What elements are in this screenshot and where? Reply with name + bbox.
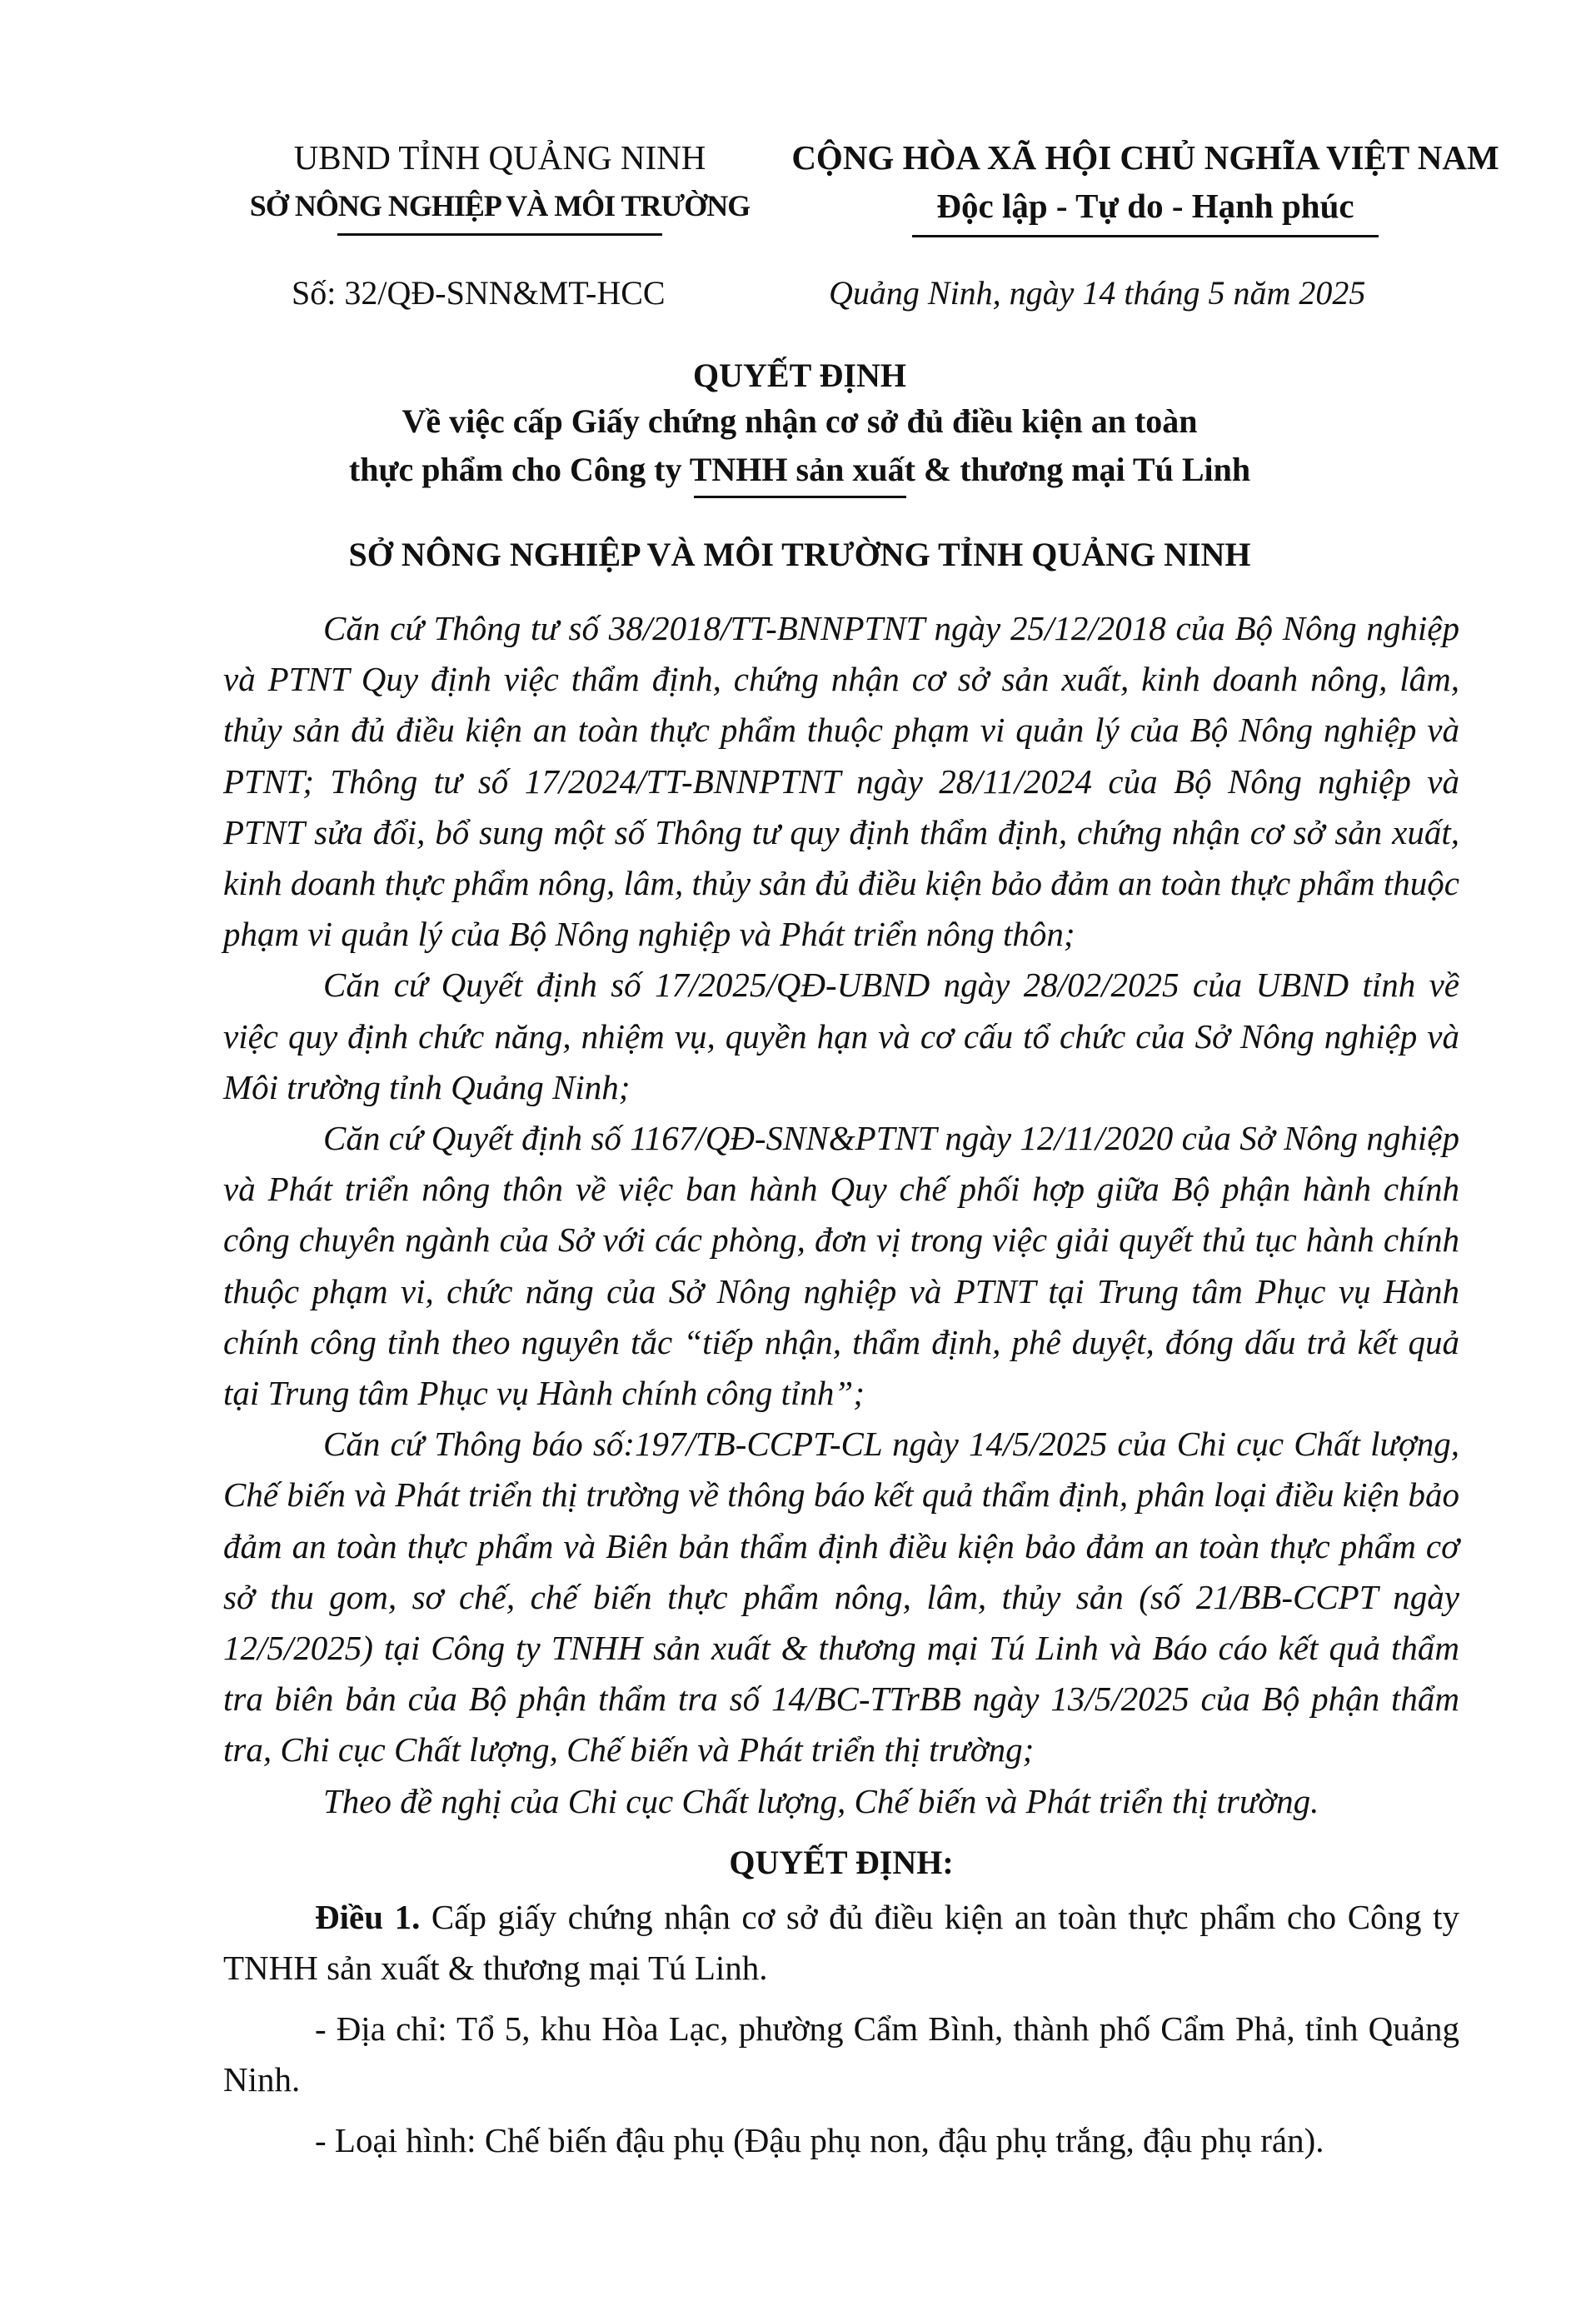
article-1-address: - Địa chỉ: Tổ 5, khu Hòa Lạc, phường Cẩm Bình, thành phố Cẩm Phả, tỉnh Quảng Ninh. [223, 2009, 1459, 2099]
province-committee: UBND TỈNH QUẢNG NINH [293, 138, 706, 177]
department-name: SỞ NÔNG NGHIỆP VÀ MÔI TRƯỜNG [249, 189, 751, 222]
motto-underline [912, 235, 1379, 237]
motto: Độc lập - Tự do - Hạnh phúc [936, 187, 1354, 225]
decision-subject-line1: Về việc cấp Giấy chứng nhận cơ sở đủ điều kiện an toàn [401, 402, 1198, 440]
article-1-label: Điều 1. [315, 1897, 421, 1936]
place-and-date: Quảng Ninh, ngày 14 tháng 5 năm 2025 [829, 274, 1366, 312]
subject-underline [694, 496, 906, 498]
title-block [167, 354, 1433, 574]
article-1-type: - Loại hình: Chế biến đậu phụ (Đậu phụ non, đậu phụ trắng, đậu phụ rán). [315, 2120, 1324, 2159]
country-name: CỘNG HÒA XÃ HỘI CHỦ NGHĨA VIỆT NAM [791, 138, 1499, 177]
article-1-text: Cấp giấy chứng nhận cơ sở đủ điều kiện an toàn thực phẩm cho Công ty TNHH sản xuất & thương mại Tú Linh. [223, 1897, 1459, 1987]
issuer-heading: SỞ NÔNG NGHIỆP VÀ MÔI TRƯỜNG TỈNH QUẢNG NINH [348, 536, 1251, 573]
decide-heading: QUYẾT ĐỊNH: [729, 1843, 954, 1881]
preamble-paragraph: Căn cứ Thông báo số:197/TB-CCPT-CL ngày 14/5/2025 của Chi cục Chất lượng, Chế biến và Phát triển thị trường về thông báo kết quả thẩm định, phân loại điều kiện bảo đảm an toàn thực phẩm và Biên bản thẩm định điều kiện bảo đảm an toàn thực phẩm cơ sở thu gom, sơ chế, chế biến thực phẩm nông, lâm, thủy sản (số 21/BB-CCPT ngày 12/5/2025) tại Công ty TNHH sản xuất & thương mại Tú Linh và Báo cáo kết quả thẩm tra biên bản của Bộ phận thẩm tra số 14/BC-TTrBB ngày 13/5/2025 của Bộ phận thẩm tra, Chi cục Chất lượng, Chế biến và Phát triển thị trường; [223, 1425, 1459, 1769]
preamble-paragraph: Theo đề nghị của Chi cục Chất lượng, Chế biến và Phát triển thị trường. [323, 1781, 1319, 1820]
preamble-paragraph: Căn cứ Quyết định số 1167/QĐ-SNN&PTNT ngày 12/11/2020 của Sở Nông nghiệp và Phát triển nông thôn về việc ban hành Quy chế phối hợp giữa Bộ phận hành chính công chuyên ngành của Sở với các phòng, đơn vị trong việc giải quyết thủ tục hành chính thuộc phạm vi, chức năng của Sở Nông nghiệp và PTNT tại Trung tâm Phục vụ Hành chính công tỉnh theo nguyên tắc “tiếp nhận, thẩm định, phê duyệt, đóng dấu trả kết quả tại Trung tâm Phục vụ Hành chính công tỉnh”; [223, 1119, 1459, 1413]
preamble-paragraph: Căn cứ Quyết định số 17/2025/QĐ-UBND ngày 28/02/2025 của UBND tỉnh về việc quy định chức năng, nhiệm vụ, quyền hạn và cơ cấu tổ chức của Sở Nông nghiệp và Môi trường tỉnh Quảng Ninh; [223, 966, 1459, 1106]
document-body [223, 603, 1459, 2166]
document-number: Số: 32/QĐ-SNN&MT-HCC [292, 274, 666, 312]
decision-subject-line2: thực phẩm cho Công ty TNHH sản xuất & thương mại Tú Linh [348, 451, 1251, 488]
preamble-paragraph: Căn cứ Thông tư số 38/2018/TT-BNNPTNT ngày 25/12/2018 của Bộ Nông nghiệp và PTNT Quy định việc thẩm định, chứng nhận cơ sở sản xuất, kinh doanh nông, lâm, thủy sản đủ điều kiện an toàn thực phẩm thuộc phạm vi quản lý của Bộ Nông nghiệp và PTNT; Thông tư số 17/2024/TT-BNNPTNT ngày 28/11/2024 của Bộ Nông nghiệp và PTNT sửa đổi, bổ sung một số Thông tư quy định thẩm định, chứng nhận cơ sở sản xuất, kinh doanh thực phẩm nông, lâm, thủy sản đủ điều kiện bảo đảm an toàn thực phẩm thuộc phạm vi quản lý của Bộ Nông nghiệp và Phát triển nông thôn; [223, 609, 1459, 954]
article-1 [223, 1892, 1459, 1994]
national-motto-block [762, 133, 1529, 237]
decision-title: QUYẾT ĐỊNH [693, 357, 906, 394]
department-underline [337, 233, 662, 236]
issuing-authority-block [208, 133, 791, 236]
